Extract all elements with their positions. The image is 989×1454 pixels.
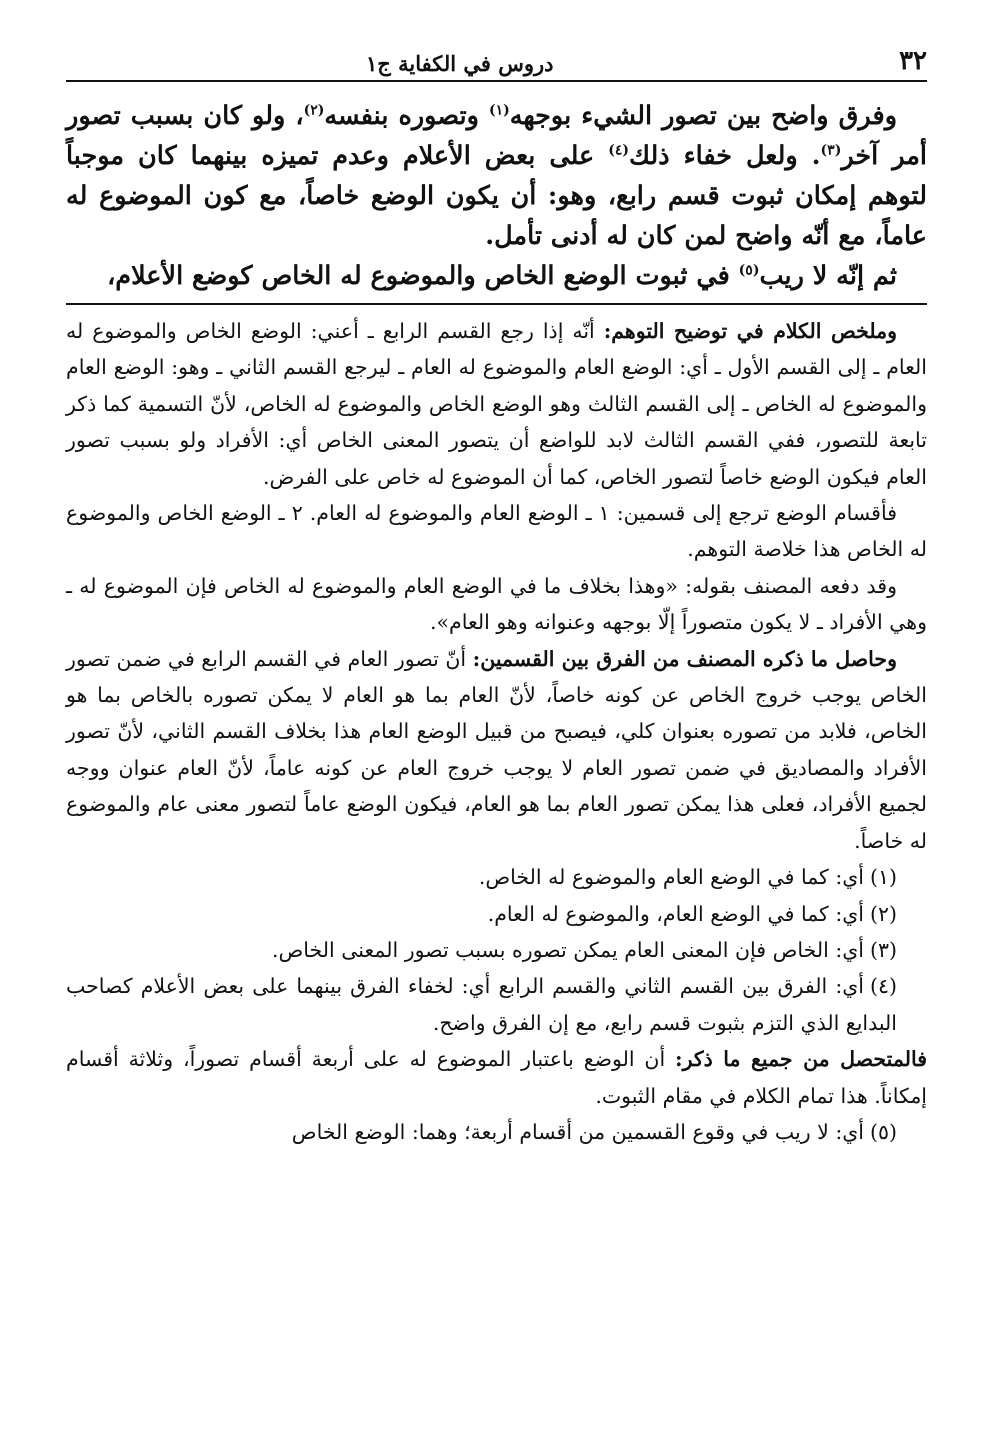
footnote-1: (١)أي: كما في الوضع العام والموضوع له الخاص. [478, 865, 897, 890]
commentary [66, 313, 927, 859]
main-text [66, 96, 927, 296]
text-divider [66, 303, 927, 305]
footnote-ref-1: (١) [488, 102, 510, 119]
footnote-4-heading: فالمتحصل من جميع ما ذكر: [675, 1047, 927, 1072]
commentary-paragraph-1: وملخص الكلام في توضيح التوهم: أنّه إذا رجع القسم الرابع ـ أعني: الوضع الخاص والموضوع له العام ـ إلى القسم الأول ـ أي: الوضع العام والموضوع له العام ـ ليرجع القسم الثاني ـ وهو: الوضع العام والموضوع له الخاص ـ إلى القسم الثالث وهو الوضع الخاص والموضوع له الخاص، لأنّ التسمية كما ذكر تابعة للتصور، ففي القسم الثالث لابد للواضع أن يتصور المعنى الخاص أي: الأفراد ولو بسبب تصور العام فيكون الوضع خاصاً لتصور الخاص، كما أن الموضوع له خاص على الفرض. [66, 319, 927, 489]
footnote-2: (٢)أي: كما في الوضع العام، والموضوع له العام. [487, 901, 897, 926]
main-paragraph-2: ثم إنّه لا ريب$^{(٥)}$ في ثبوت الوضع الخاص والموضوع له الخاص كوضع الأعلام، [107, 261, 897, 291]
commentary-paragraph-4: وحاصل ما ذكره المصنف من الفرق بين القسمين: أنّ تصور العام في القسم الرابع في ضمن تصور الخاص يوجب خروج الخاص عن كونه خاصاً، لأنّ العام بما هو العام لا يمكن تصوره بالخاص بما هو الخاص، فلابد من تصوره بعنوان كلي، فيصبح من قبيل الوضع العام هذا بخلاف القسم الثاني، لأنّ تصور الأفراد والمصاديق في ضمن تصور العام لا يوجب خروج العام عن كونه عاماً، لأنّ العام عنوان ووجه لجميع الأفراد، فعلى هذا يمكن تصور العام بما هو العام، فيكون الوضع عاماً لتصور معنى عام والموضوع له خاصاً. [66, 646, 927, 853]
page-number: ٣٢ [899, 46, 927, 76]
footnote-4-continuation: فالمتحصل من جميع ما ذكر: أن الوضع باعتبار الموضوع له على أربعة أقسام تصوراً، وثلاثة أقسام إمكاناً. هذا تمام الكلام في مقام الثبوت. [66, 1047, 927, 1108]
footnotes [66, 859, 927, 1150]
footnote-ref-3: (٣) [820, 142, 842, 159]
main-paragraph-1: وفرق واضح بين تصور الشيء بوجهه$^{(١)}$ وتصوره بنفسه$^{(٢)}$، ولو كان بسبب تصور أمر آخر$^{(٣)}$. ولعل خفاء ذلك$^{(٤)}$ على بعض الأعلام وعدم تميزه بينهما كان موجباً لتوهم إمكان ثبوت قسم رابع، وهو: أن يكون الوضع خاصاً، مع كون الموضوع له عاماً، مع أنّه واضح لمن كان له أدنى تأمل. [66, 101, 928, 251]
commentary-paragraph-3: وقد دفعه المصنف بقوله: «وهذا بخلاف ما في الوضع العام والموضوع له الخاص فإن الموضوع له ـ وهي الأفراد ـ لا يكون متصوراً إلّا بوجهه وعنوانه وهو العام». [66, 573, 927, 635]
footnote-ref-2: (٢) [303, 102, 325, 119]
commentary-heading-1: وملخص الكلام في توضيح التوهم: [603, 319, 897, 343]
page-header [66, 40, 927, 82]
footnote-ref-4: (٤) [608, 142, 630, 159]
footnote-5: (٥)أي: لا ريب في وقوع القسمين من أقسام أربعة؛ وهما: الوضع الخاص [291, 1119, 897, 1144]
commentary-paragraph-2: فأقسام الوضع ترجع إلى قسمين: ١ ـ الوضع العام والموضوع له العام. ٢ ـ الوضع الخاص والموضوع له الخاص هذا خلاصة التوهم. [66, 501, 927, 562]
commentary-heading-2: وحاصل ما ذكره المصنف من الفرق بين القسمين: [472, 646, 897, 671]
footnote-ref-5: (٥) [738, 262, 760, 279]
footnote-4: (٤)أي: الفرق بين القسم الثاني والقسم الرابع أي: لخفاء الفرق بينهما على بعض الأعلام كصاحب البدايع الذي التزم بثبوت قسم رابع، مع إن الفرق واضح. [66, 974, 897, 1035]
footnote-3: (٣)أي: الخاص فإن المعنى العام يمكن تصوره بسبب تصور المعنى الخاص. [271, 937, 897, 962]
running-title: دروس في الكفاية ج١ [366, 51, 554, 76]
